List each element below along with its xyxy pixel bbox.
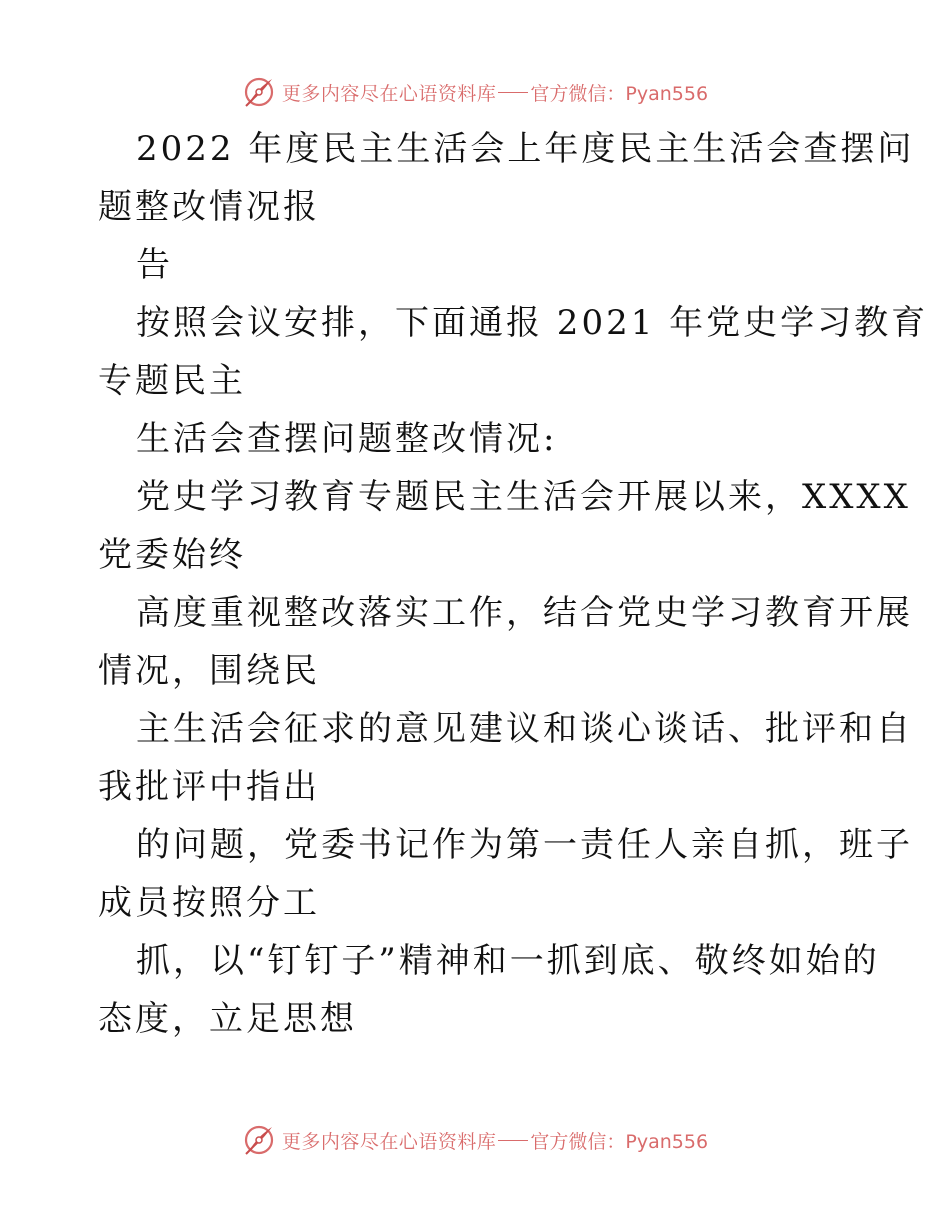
watermark-dash — [498, 1140, 528, 1141]
paragraph-line: 成员按照分工 — [98, 883, 320, 923]
watermark-text: 更多内容尽在心语资料库 — [281, 82, 497, 105]
quill-pen-icon — [242, 1123, 276, 1157]
footer-watermark — [0, 1120, 950, 1160]
watermark-text: 更多内容尽在心语资料库 — [281, 1130, 497, 1153]
paragraph-line: 情况，围绕民 — [98, 651, 320, 691]
paragraph-line: 态度，立足思想 — [98, 999, 357, 1039]
title-line-2: 题整改情况报 — [98, 187, 320, 227]
paragraph-line: 生活会查摆问题整改情况: — [136, 419, 558, 459]
paragraph-line: 抓，以“钉钉子”精神和一抓到底、敬终如始的 — [136, 941, 880, 981]
paragraph-line: 党委始终 — [98, 535, 246, 575]
paragraph-line: 高度重视整改落实工作，结合党史学习教育开展 — [136, 593, 913, 633]
paragraph-line: 主生活会征求的意见建议和谈心谈话、批评和自 — [136, 709, 913, 749]
header-watermark — [0, 72, 950, 112]
title-line-3: 告 — [136, 245, 173, 285]
paragraph-line: 按照会议安排，下面通报 2021 年党史学习教育 — [136, 303, 929, 343]
watermark-contact: 官方微信：Pyan556 — [530, 1130, 709, 1153]
title-line-1: 2022 年度民主生活会上年度民主生活会查摆问 — [136, 129, 915, 169]
quill-pen-icon — [242, 75, 276, 109]
watermark-contact: 官方微信：Pyan556 — [530, 82, 709, 105]
document-body — [98, 120, 929, 1048]
paragraph-line: 我批评中指出 — [98, 767, 320, 807]
paragraph-line: 党史学习教育专题民主生活会开展以来，XXXX — [136, 477, 911, 517]
paragraph-line: 的问题，党委书记作为第一责任人亲自抓，班子 — [136, 825, 913, 865]
watermark-dash — [498, 92, 528, 93]
paragraph-line: 专题民主 — [98, 361, 246, 401]
